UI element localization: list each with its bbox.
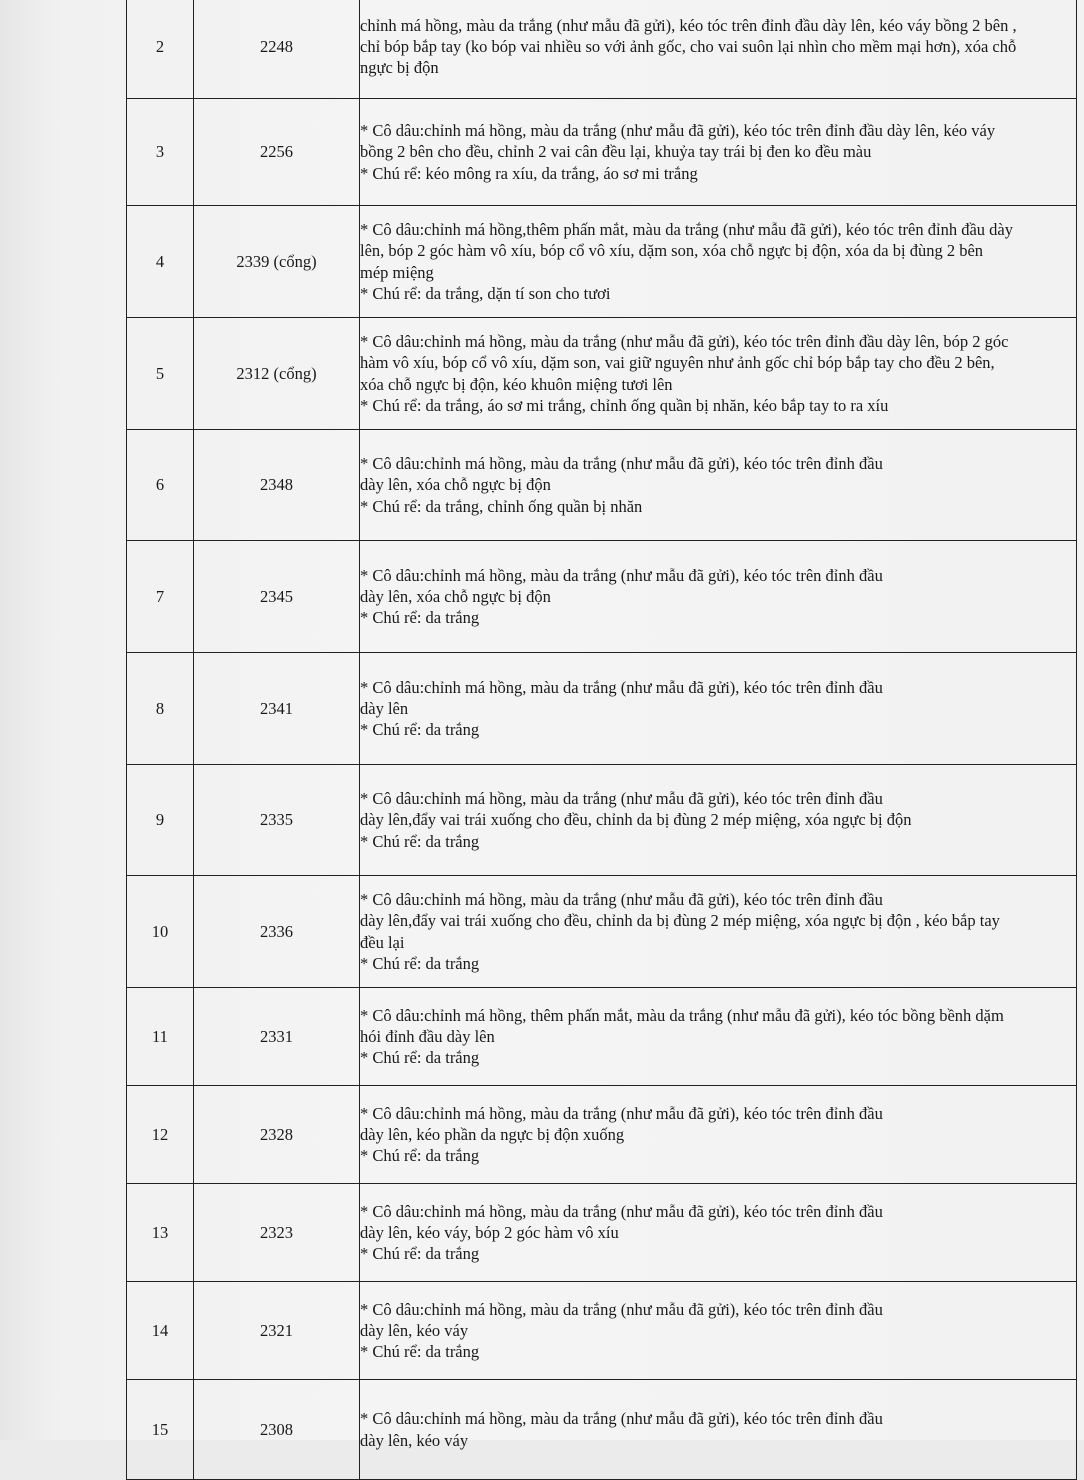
photo-code: 2328 bbox=[194, 1086, 360, 1184]
instruction-line: chỉnh má hồng, màu da trắng (như mẫu đã gửi), kéo tóc trên đỉnh đầu dày lên, kéo váy bồng 2 bên , bbox=[360, 15, 1017, 35]
instruction-line: * Cô dâu:chỉnh má hồng, màu da trắng (như mẫu đã gửi), kéo tóc trên đỉnh đầu bbox=[360, 1103, 883, 1123]
instruction-line: * Cô dâu:chỉnh má hồng, màu da trắng (như mẫu đã gửi), kéo tóc trên đỉnh đầu bbox=[360, 1409, 883, 1429]
instruction-line: * Chú rể: da trắng bbox=[360, 720, 480, 740]
edit-instructions bbox=[360, 318, 1077, 430]
edit-instructions bbox=[360, 876, 1077, 988]
table-body bbox=[127, 0, 1077, 1480]
instruction-line: dày lên, xóa chỗ ngực bị độn bbox=[360, 586, 551, 606]
instruction-line: * Chú rể: kéo mông ra xíu, da trắng, áo sơ mi trắng bbox=[360, 163, 698, 183]
instruction-line: * Cô dâu:chỉnh má hồng, thêm phấn mắt, màu da trắng (như mẫu đã gửi), kéo tóc bồng bềnh dặm bbox=[360, 1005, 1004, 1025]
photo-code: 2248 bbox=[194, 0, 360, 99]
table-row bbox=[127, 318, 1077, 430]
row-number: 12 bbox=[127, 1086, 194, 1184]
edit-instructions bbox=[360, 1184, 1077, 1282]
row-number: 9 bbox=[127, 765, 194, 876]
instruction-line: mép miệng bbox=[360, 262, 434, 282]
instruction-line: bồng 2 bên cho đều, chỉnh 2 vai cân đều lại, khuỷa tay trái bị đen ko đều màu bbox=[360, 142, 872, 162]
instruction-line: hói đỉnh đầu dày lên bbox=[360, 1026, 495, 1046]
instruction-line: * Chú rể: da trắng bbox=[360, 608, 480, 628]
instruction-line: chỉ bóp bắp tay (ko bóp vai nhiều so với ảnh gốc, cho vai suôn lại nhìn cho mềm mại hơn), xóa chỗ bbox=[360, 36, 1017, 56]
photo-code: 2341 bbox=[194, 653, 360, 765]
instruction-line: ngực bị độn bbox=[360, 58, 439, 78]
instruction-line: * Cô dâu:chỉnh má hồng, màu da trắng (như mẫu đã gửi), kéo tóc trên đỉnh đầu bbox=[360, 1201, 883, 1221]
table-row bbox=[127, 653, 1077, 765]
row-number: 11 bbox=[127, 988, 194, 1086]
instruction-line: dày lên, kéo váy, bóp 2 góc hàm vô xíu bbox=[360, 1222, 619, 1242]
table-row bbox=[127, 99, 1077, 206]
edit-instructions bbox=[360, 653, 1077, 765]
edit-instructions bbox=[360, 541, 1077, 653]
instruction-line: dày lên bbox=[360, 698, 409, 718]
table-row bbox=[127, 206, 1077, 318]
edit-instructions bbox=[360, 206, 1077, 318]
instruction-line: * Cô dâu:chỉnh má hồng, màu da trắng (như mẫu đã gửi), kéo tóc trên đỉnh đầu dày lên, kéo váy bbox=[360, 121, 996, 141]
instruction-line: dày lên,đẩy vai trái xuống cho đều, chỉnh da bị đùng 2 mép miệng, xóa ngực bị độn bbox=[360, 810, 912, 830]
instruction-line: lên, bóp 2 góc hàm vô xíu, bóp cổ vô xíu, dặm son, xóa chỗ ngực bị độn, xóa da bị đùng 2 bên bbox=[360, 241, 984, 261]
photo-code: 2348 bbox=[194, 430, 360, 541]
photo-code: 2312 (cổng) bbox=[194, 318, 360, 430]
edit-instructions bbox=[360, 1380, 1077, 1480]
edit-instructions bbox=[360, 0, 1077, 99]
row-number: 2 bbox=[127, 0, 194, 99]
instruction-line: dày lên,đẩy vai trái xuống cho đều, chỉnh da bị đùng 2 mép miệng, xóa ngực bị độn , kéo bắp tay bbox=[360, 911, 1000, 931]
photo-code: 2323 bbox=[194, 1184, 360, 1282]
instruction-line: dày lên, kéo váy bbox=[360, 1320, 469, 1340]
instruction-line: * Cô dâu:chỉnh má hồng, màu da trắng (như mẫu đã gửi), kéo tóc trên đỉnh đầu bbox=[360, 789, 883, 809]
table-row bbox=[127, 0, 1077, 99]
table-row bbox=[127, 1380, 1077, 1480]
edit-instructions bbox=[360, 430, 1077, 541]
instruction-line: hàm vô xíu, bóp cổ vô xíu, dặm son, vai giữ nguyên như ảnh gốc chỉ bóp bắp tay cho đều 2 bên, bbox=[360, 353, 995, 373]
instruction-line: * Chú rể: da trắng bbox=[360, 1342, 480, 1362]
row-number: 13 bbox=[127, 1184, 194, 1282]
table-row bbox=[127, 430, 1077, 541]
photo-code: 2308 bbox=[194, 1380, 360, 1480]
row-number: 14 bbox=[127, 1282, 194, 1380]
row-number: 4 bbox=[127, 206, 194, 318]
instruction-line: * Chú rể: da trắng, chỉnh ống quần bị nhăn bbox=[360, 496, 643, 516]
instruction-line: * Chú rể: da trắng, áo sơ mi trắng, chỉnh ống quần bị nhăn, kéo bắp tay to ra xíu bbox=[360, 395, 889, 415]
photo-code: 2345 bbox=[194, 541, 360, 653]
row-number: 3 bbox=[127, 99, 194, 206]
table-row bbox=[127, 988, 1077, 1086]
edit-instructions bbox=[360, 1086, 1077, 1184]
photo-code: 2321 bbox=[194, 1282, 360, 1380]
table-row bbox=[127, 765, 1077, 876]
instruction-line: * Cô dâu:chỉnh má hồng, màu da trắng (như mẫu đã gửi), kéo tóc trên đỉnh đầu bbox=[360, 565, 883, 585]
row-number: 15 bbox=[127, 1380, 194, 1480]
instruction-line: * Chú rể: da trắng, dặn tí son cho tươi bbox=[360, 283, 611, 303]
photo-code: 2331 bbox=[194, 988, 360, 1086]
photo-code: 2336 bbox=[194, 876, 360, 988]
table-row bbox=[127, 1282, 1077, 1380]
photo-code: 2335 bbox=[194, 765, 360, 876]
instruction-line: * Chú rể: da trắng bbox=[360, 831, 480, 851]
edit-instructions bbox=[360, 765, 1077, 876]
instruction-line: đều lại bbox=[360, 932, 405, 952]
table-row bbox=[127, 541, 1077, 653]
instruction-line: dày lên, kéo phần da ngực bị độn xuống bbox=[360, 1124, 625, 1144]
row-number: 7 bbox=[127, 541, 194, 653]
instruction-line: * Chú rể: da trắng bbox=[360, 1244, 480, 1264]
photo-code: 2256 bbox=[194, 99, 360, 206]
instruction-line: * Chú rể: da trắng bbox=[360, 953, 480, 973]
instruction-line: * Cô dâu:chỉnh má hồng, màu da trắng (như mẫu đã gửi), kéo tóc trên đỉnh đầu bbox=[360, 454, 883, 474]
instruction-line: dày lên, xóa chỗ ngực bị độn bbox=[360, 475, 551, 495]
row-number: 10 bbox=[127, 876, 194, 988]
instruction-line: * Cô dâu:chỉnh má hồng, màu da trắng (như mẫu đã gửi), kéo tóc trên đỉnh đầu bbox=[360, 889, 883, 909]
instruction-line: * Chú rể: da trắng bbox=[360, 1048, 480, 1068]
instruction-line: * Cô dâu:chỉnh má hồng, màu da trắng (như mẫu đã gửi), kéo tóc trên đỉnh đầu bbox=[360, 677, 883, 697]
table-row bbox=[127, 876, 1077, 988]
retouch-request-table bbox=[126, 0, 1077, 1480]
instruction-line: * Cô dâu:chỉnh má hồng, màu da trắng (như mẫu đã gửi), kéo tóc trên đỉnh đầu bbox=[360, 1299, 883, 1319]
row-number: 8 bbox=[127, 653, 194, 765]
edit-instructions bbox=[360, 99, 1077, 206]
instruction-line: dày lên, kéo váy bbox=[360, 1430, 469, 1450]
table-row bbox=[127, 1086, 1077, 1184]
instruction-line: xóa chỗ ngực bị độn, kéo khuôn miệng tươi lên bbox=[360, 374, 673, 394]
edit-instructions bbox=[360, 1282, 1077, 1380]
photo-code: 2339 (cổng) bbox=[194, 206, 360, 318]
row-number: 6 bbox=[127, 430, 194, 541]
instruction-line: * Cô dâu:chỉnh má hồng, màu da trắng (như mẫu đã gửi), kéo tóc trên đỉnh đầu dày lên, bóp 2 góc bbox=[360, 331, 1009, 351]
row-number: 5 bbox=[127, 318, 194, 430]
table-row bbox=[127, 1184, 1077, 1282]
instruction-line: * Chú rể: da trắng bbox=[360, 1146, 480, 1166]
instruction-line: * Cô dâu:chỉnh má hồng,thêm phấn mắt, màu da trắng (như mẫu đã gửi), kéo tóc trên đỉnh đầu dày bbox=[360, 219, 1013, 239]
edit-instructions bbox=[360, 988, 1077, 1086]
